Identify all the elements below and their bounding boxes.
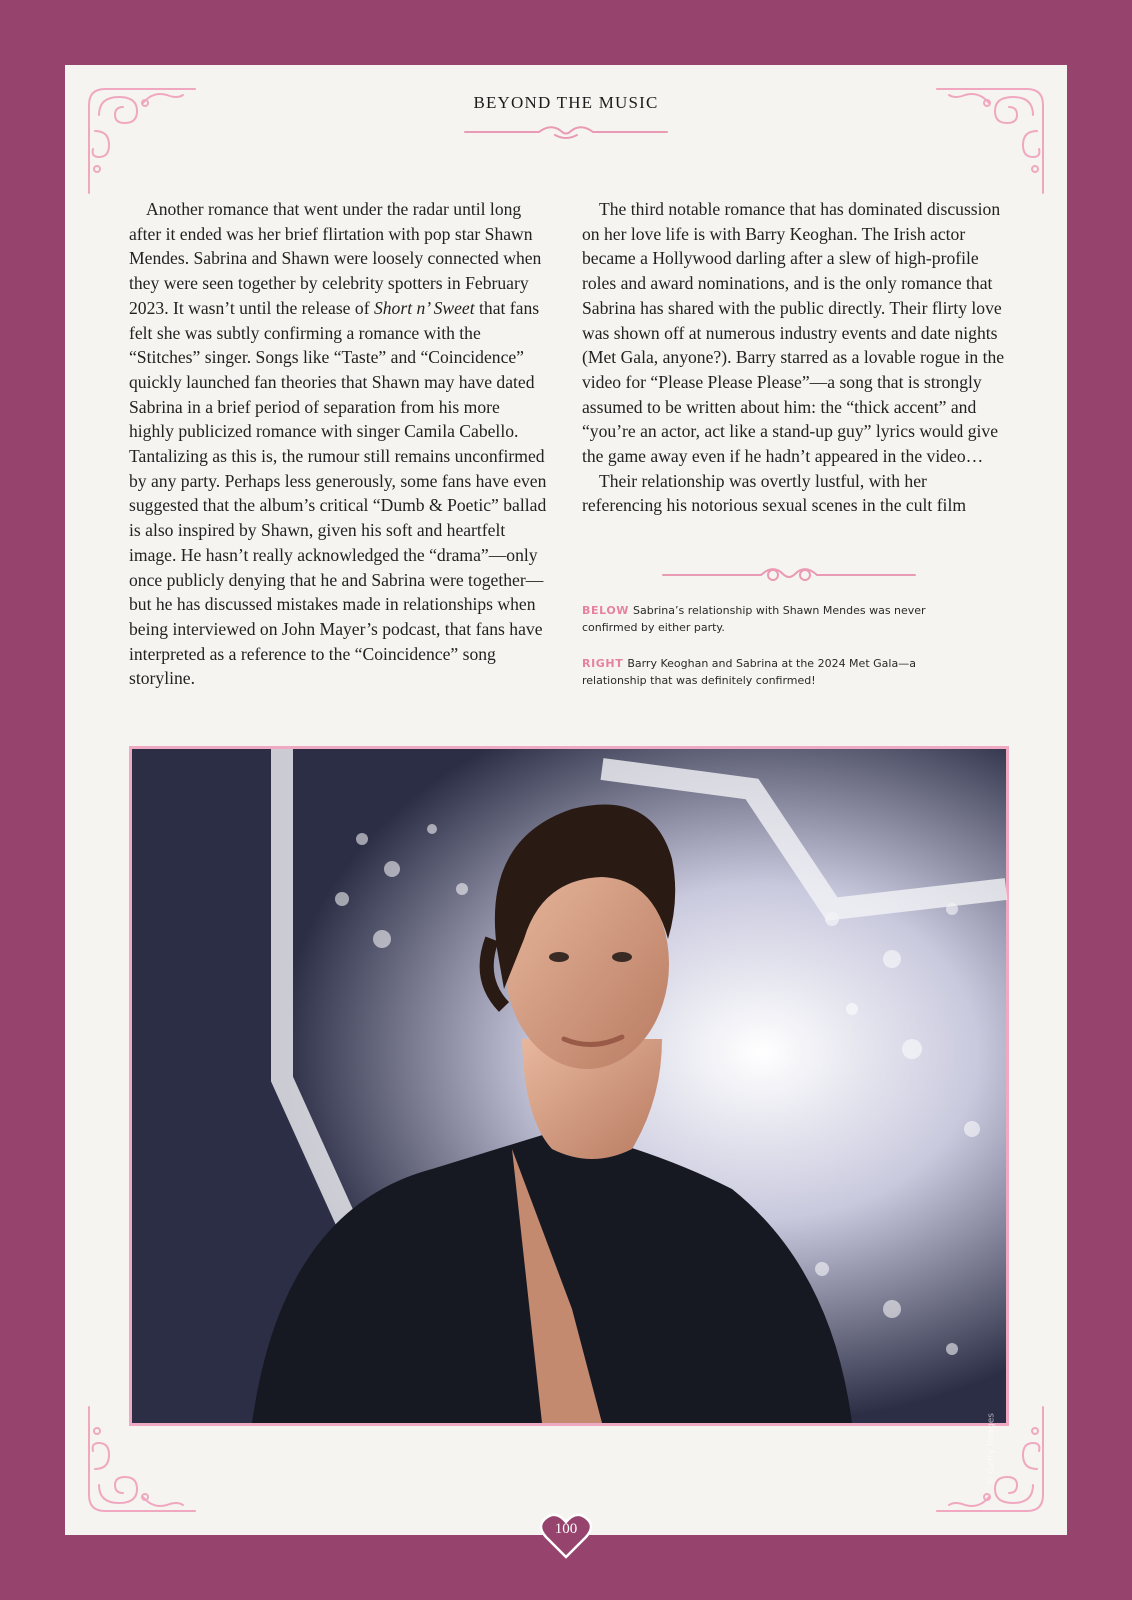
photo-credit: © Getty Images [986,1413,996,1486]
caption-text: Barry Keoghan and Sabrina at the 2024 Met Gala—a relationship that was definitely confirmed! [582,657,916,687]
article-column-right [582,197,1010,518]
page-number: 100 [554,1521,578,1537]
section-divider-ornament [661,562,917,588]
running-header: BEYOND THE MUSIC [473,93,659,112]
photo-caption-right [582,655,982,689]
paragraph: The third notable romance that has dominated discussion on her love life is with Barry Keoghan. The Irish actor became a Hollywood darling after a slew of high-profile roles and award nominations, and is the only romance that Sabrina has shared with the public directly. Their flirty love was shown off at numerous industry events and date nights (Met Gala, anyone?). Barry starred as a lovable rogue in the video for “Please Please Please”—a song that is strongly assumed to be written about him: the “thick accent” and “you’re an actor, act like a stand-up guy” lyrics would give the game away even if he hadn’t appeared in the video… [582,199,1005,467]
caption-label: BELOW [582,604,629,617]
photo-caption-below [582,602,982,636]
header-ornament-rule [463,121,669,143]
paragraph: Their relationship was overtly lustful, with her referencing his notorious sexual scenes in the cult film [582,470,967,516]
caption-label: RIGHT [582,657,624,670]
feature-photo [129,746,1009,1486]
paragraph: Another romance that went under the radar until long after it ended was her brief flirtation with pop star Shawn Mendes. Sabrina and Shawn were loosely connected when they were seen together by celebrity spotters in February 2023. It wasn’t until the release of Short n’ Sweet that fans felt she was subtly confirming a romance with the “Stitches” singer. Songs like “Taste” and “Coincidence” quickly launched fan theories that Shawn may have dated Sabrina in a brief period of separation from his more highly publicized romance with singer Camila Cabello. Tantalizing as this is, the rumour still remains unconfirmed by any party. Perhaps less generously, some fans have even suggested that the album’s critical “Dumb & Poetic” ballad is also inspired by Shawn, given his soft and heartfelt image. He hasn’t really acknowledged the “drama”—only once publicly denying that he and Sabrina were together—but he has discussed mistakes made in relationships when being interviewed on John Mayer’s podcast, that fans have interpreted as a reference to the “Coincidence” song storyline. [129,199,547,689]
page-panel [65,65,1067,1535]
portrait-illustration [132,749,1006,1423]
page-number-badge [540,1512,592,1560]
caption-text: Sabrina’s relationship with Shawn Mendes was never confirmed by either party. [582,604,926,634]
article-column-left [129,197,547,691]
